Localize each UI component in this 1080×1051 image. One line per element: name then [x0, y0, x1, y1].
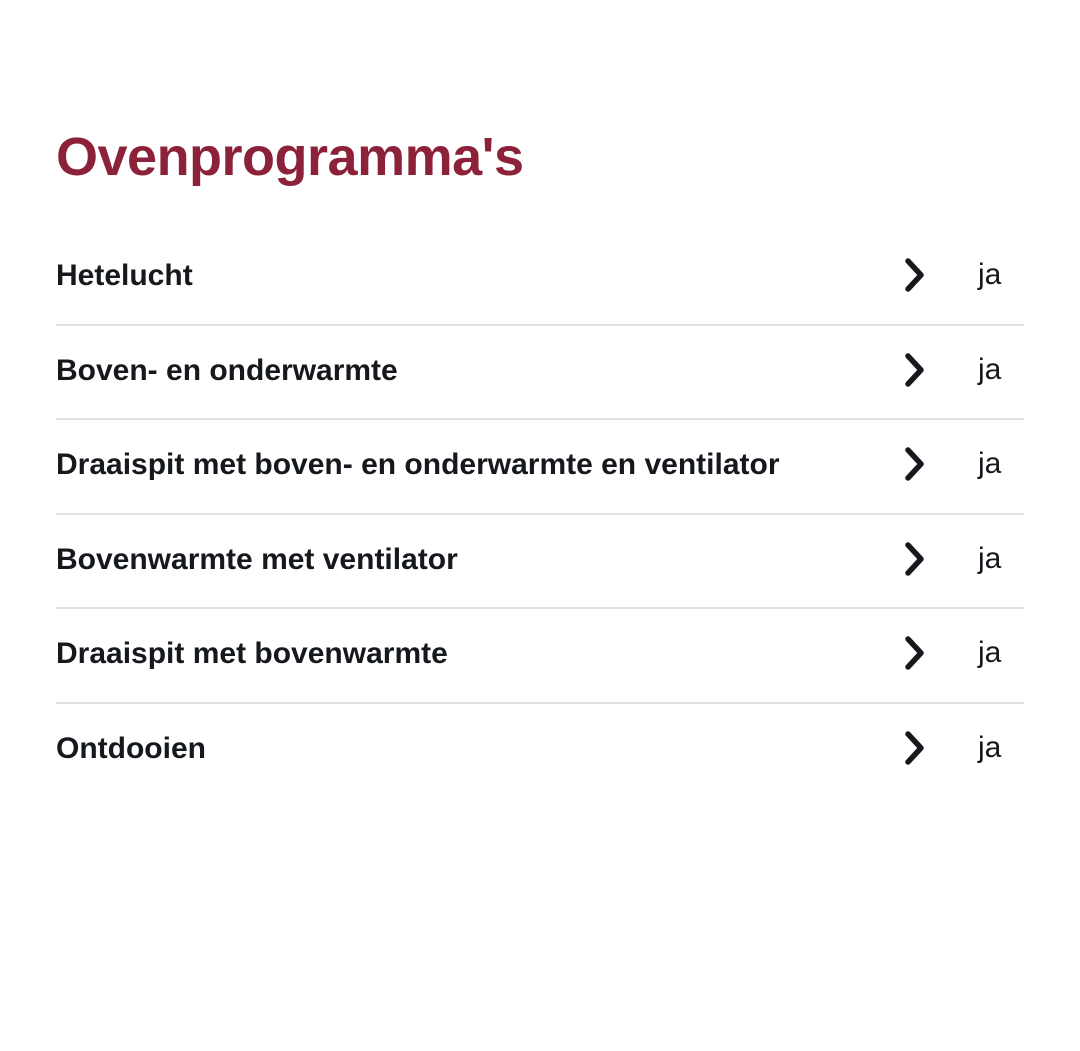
- spec-label: Hetelucht: [56, 259, 193, 293]
- chevron-right-icon[interactable]: [898, 728, 932, 768]
- chevron-right-icon[interactable]: [898, 350, 932, 390]
- table-row[interactable]: [56, 609, 1024, 704]
- table-row[interactable]: [56, 231, 1024, 326]
- spec-row-right: [898, 537, 1024, 579]
- spec-row-right: [898, 442, 1024, 484]
- spec-row-right: [898, 631, 1024, 673]
- chevron-right-icon[interactable]: [898, 633, 932, 673]
- spec-label: Draaispit met bovenwarmte: [56, 637, 448, 671]
- spec-label: Ontdooien: [56, 731, 206, 765]
- chevron-right-icon[interactable]: [898, 444, 932, 484]
- chevron-right-icon[interactable]: [898, 255, 932, 295]
- spec-row-right: [898, 726, 1024, 768]
- spec-value: ja: [978, 352, 1002, 386]
- spec-value: ja: [978, 258, 1002, 292]
- spec-label: Boven- en onderwarmte: [56, 353, 398, 387]
- chevron-right-icon[interactable]: [898, 539, 932, 579]
- page-title: Ovenprogramma's: [56, 127, 524, 187]
- spec-value: ja: [978, 541, 1002, 575]
- spec-label: Draaispit met boven- en onderwarmte en ventilator: [56, 448, 780, 482]
- table-row[interactable]: [56, 704, 1024, 797]
- spec-row-right: [898, 253, 1024, 295]
- spec-value: ja: [978, 636, 1002, 670]
- table-row[interactable]: [56, 326, 1024, 421]
- spec-label: Bovenwarmte met ventilator: [56, 542, 458, 576]
- specification-list: [56, 231, 1024, 796]
- table-row[interactable]: [56, 515, 1024, 610]
- spec-value: ja: [978, 447, 1002, 481]
- table-row[interactable]: [56, 420, 1024, 515]
- spec-row-right: [898, 348, 1024, 390]
- spec-value: ja: [978, 730, 1002, 764]
